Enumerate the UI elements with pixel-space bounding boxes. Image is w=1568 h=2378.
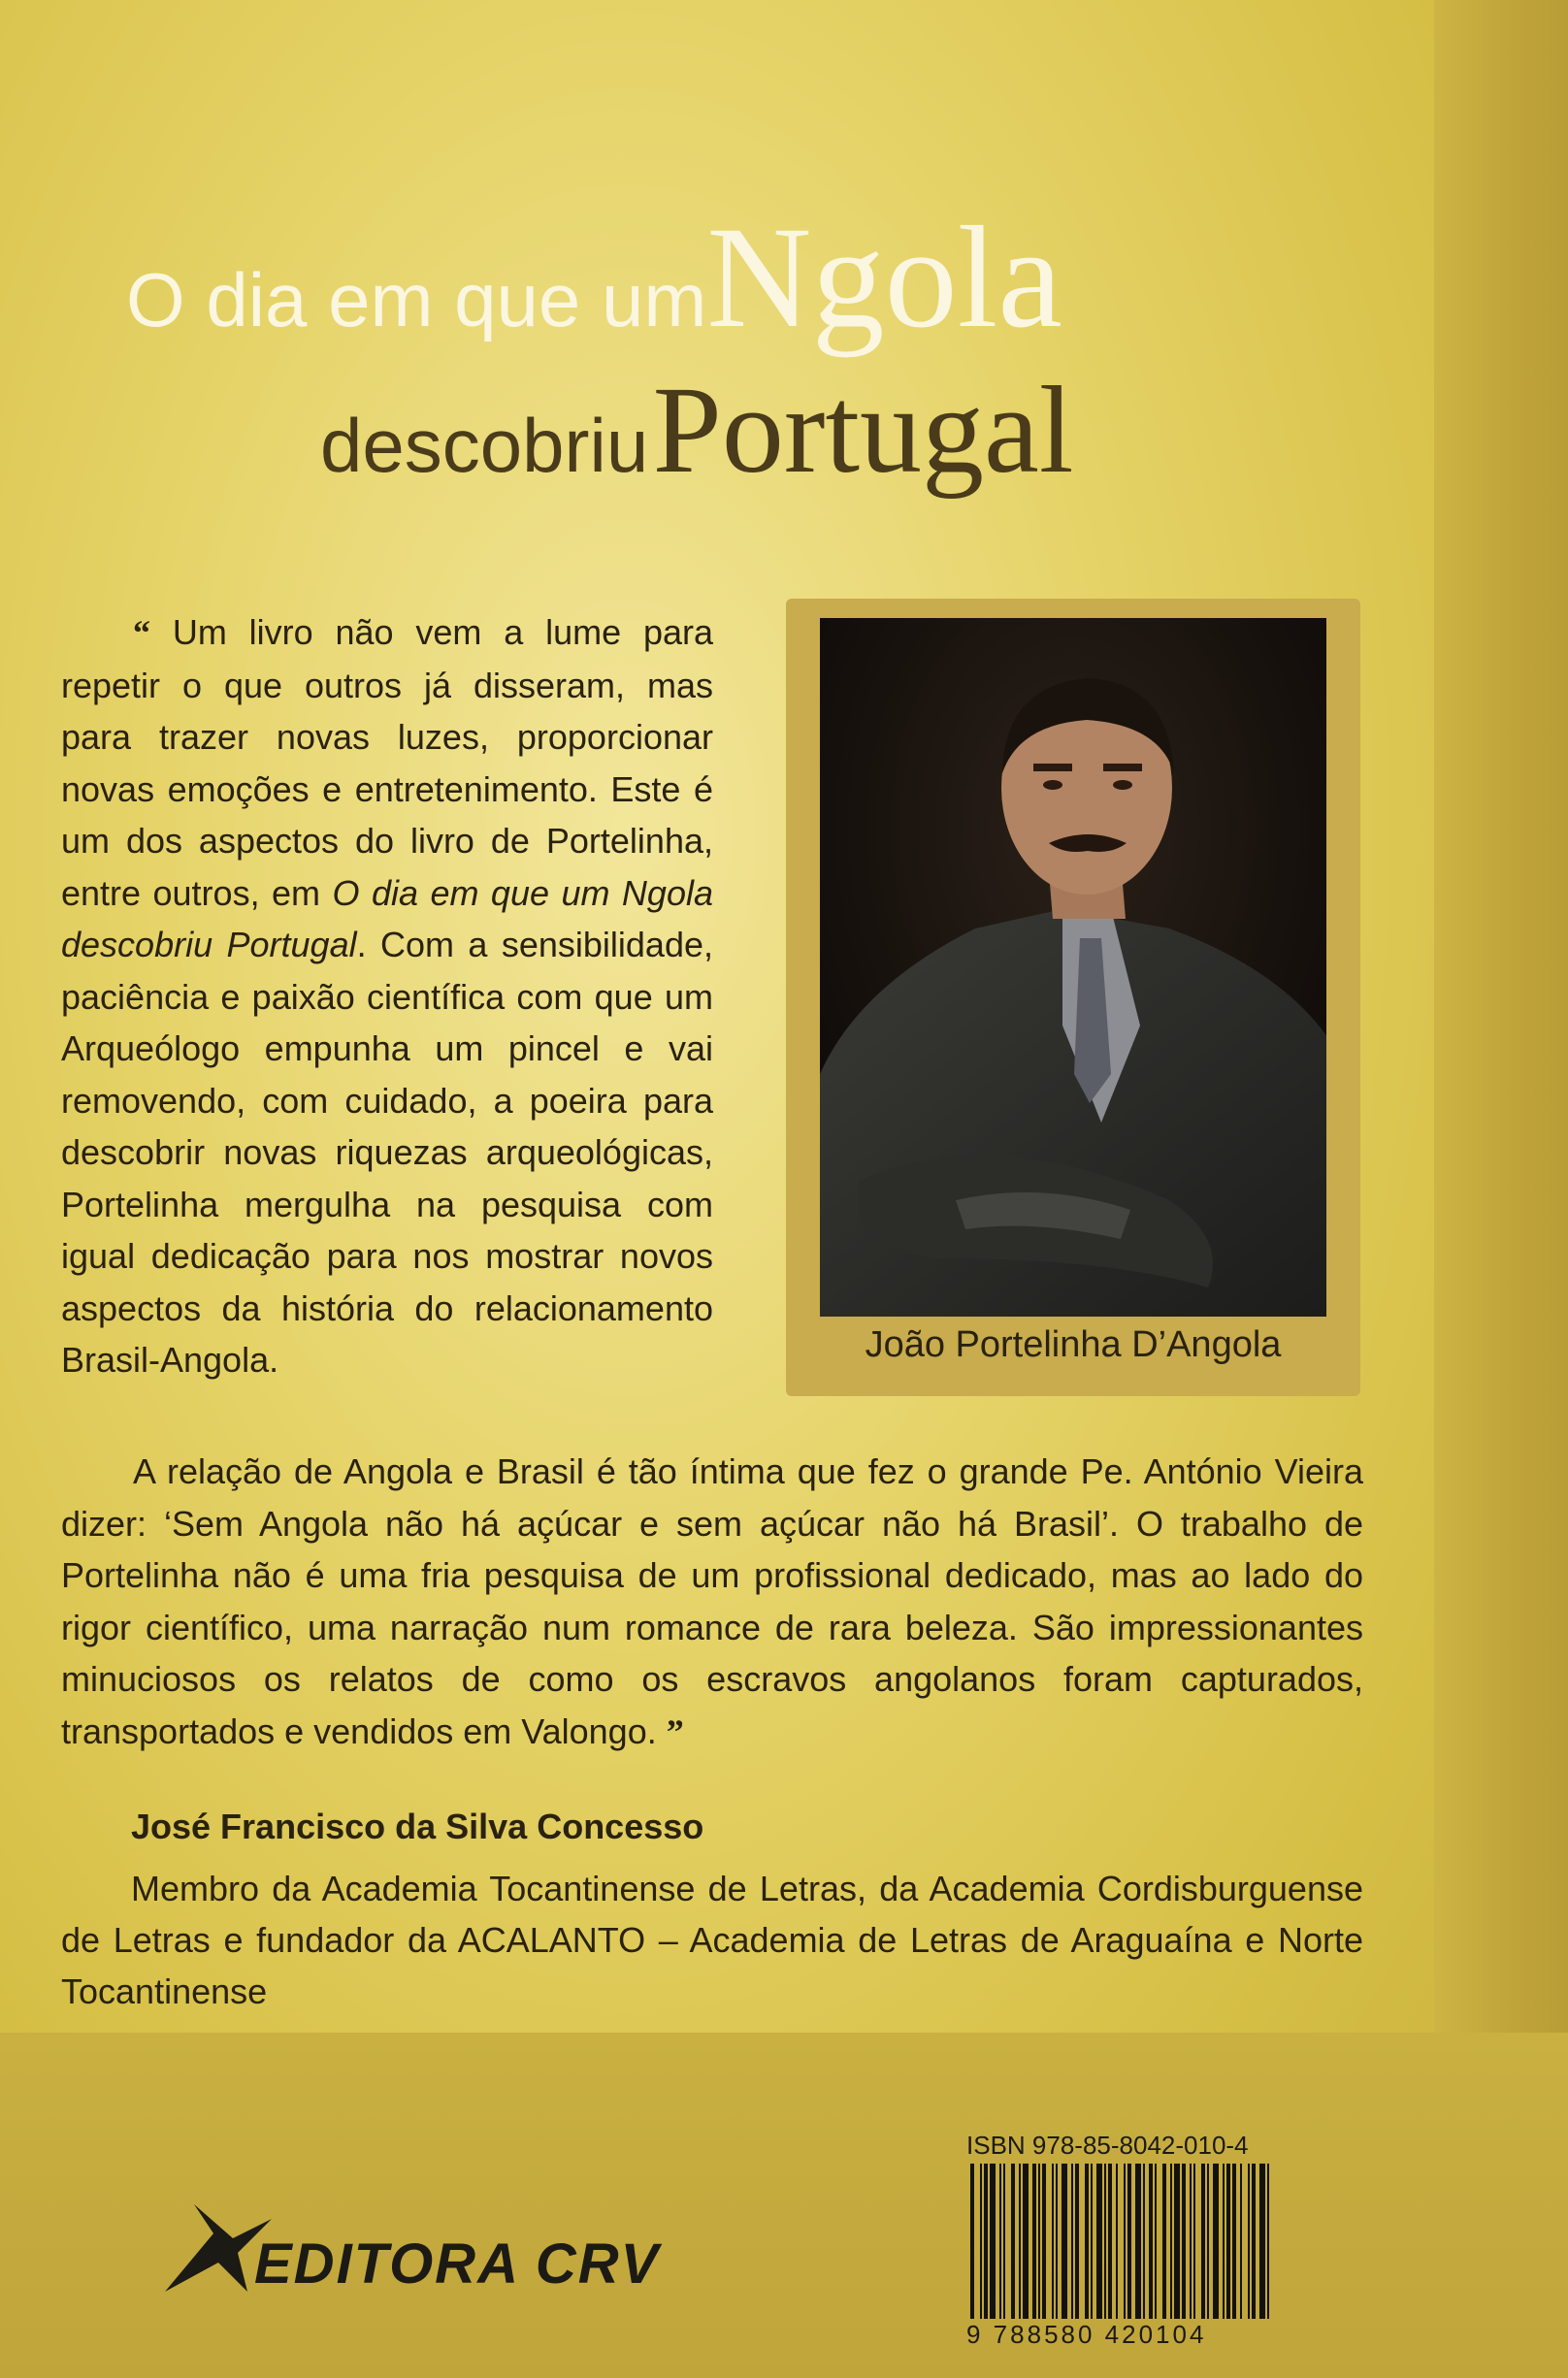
reviewer-credentials: Membro da Academia Tocantinense de Letras, da Academia Cordisburguense de Letras e fundador da ACALANTO – Academia de Letras de Araguaína e Norte Tocantinense bbox=[61, 1869, 1363, 2011]
quote-p1-book-title: O dia em que um Ngola descobriu Portugal bbox=[61, 872, 713, 964]
title-line-1 bbox=[126, 194, 1062, 361]
isbn-label: ISBN 978-85-8042-010-4 bbox=[966, 2131, 1249, 2160]
barcode-digits: 9 788580 420104 bbox=[966, 2320, 1207, 2349]
title-word-portugal: Portugal bbox=[652, 361, 1074, 499]
publisher-name: EDITORA CRV bbox=[254, 2232, 661, 2296]
isbn-barcode bbox=[966, 2131, 1279, 2354]
open-quote-mark: “ bbox=[133, 613, 150, 652]
author-photo bbox=[820, 618, 1326, 1317]
title-line-2-prefix: descobriu bbox=[320, 403, 649, 488]
title-line-1-prefix: O dia em que um bbox=[126, 257, 707, 342]
photo-caption: João Portelinha D’Angola bbox=[865, 1324, 1282, 1365]
quote-p1-text-b: . Com a sensibilidade, paciência e paixão científica com que um Arqueólogo empunha um pincel e vai removendo, com cuidado, a poeira para descobrir novas riquezas arqueológicas, Portelinha mergulha na pesquisa com igual dedicação para nos mostrar novos aspectos da história do relacionamento Brasil-Angola. bbox=[61, 925, 713, 1380]
quote-p2-text: A relação de Angola e Brasil é tão íntima que fez o grande Pe. António Vieira dizer: ‘Sem Angola não há açúcar e sem açúcar não há Brasil’. O trabalho de Portelinha não é uma fria pesquisa de um profissional dedicado, mas ao lado do rigor científico, uma narração num romance de rara beleza. São impressionantes minuciosos os relatos de como os escravos angolanos foram capturados, transportados e vendidos em Valongo. bbox=[61, 1451, 1363, 1751]
author-portrait-image bbox=[820, 618, 1326, 1317]
title-word-ngola: Ngola bbox=[706, 197, 1062, 358]
close-quote-mark: ” bbox=[666, 1711, 684, 1751]
barcode-bars bbox=[966, 2164, 1279, 2319]
reviewer-name: José Francisco da Silva Concesso bbox=[131, 1807, 704, 1846]
quote-p1-text-a: Um livro não vem a lume para repetir o que outros já disseram, mas para trazer novas luzes, proporcionar novas emoções e entretenimento. Este é um dos aspectos do livro de Portelinha, entre outros, em bbox=[61, 612, 713, 913]
quote-paragraph-1 bbox=[61, 606, 713, 1386]
title-line-2 bbox=[320, 359, 1073, 502]
cover-edge bbox=[1434, 0, 1568, 2378]
quote-paragraph-2 bbox=[61, 1446, 1363, 1758]
author-photo-frame bbox=[786, 599, 1360, 1396]
